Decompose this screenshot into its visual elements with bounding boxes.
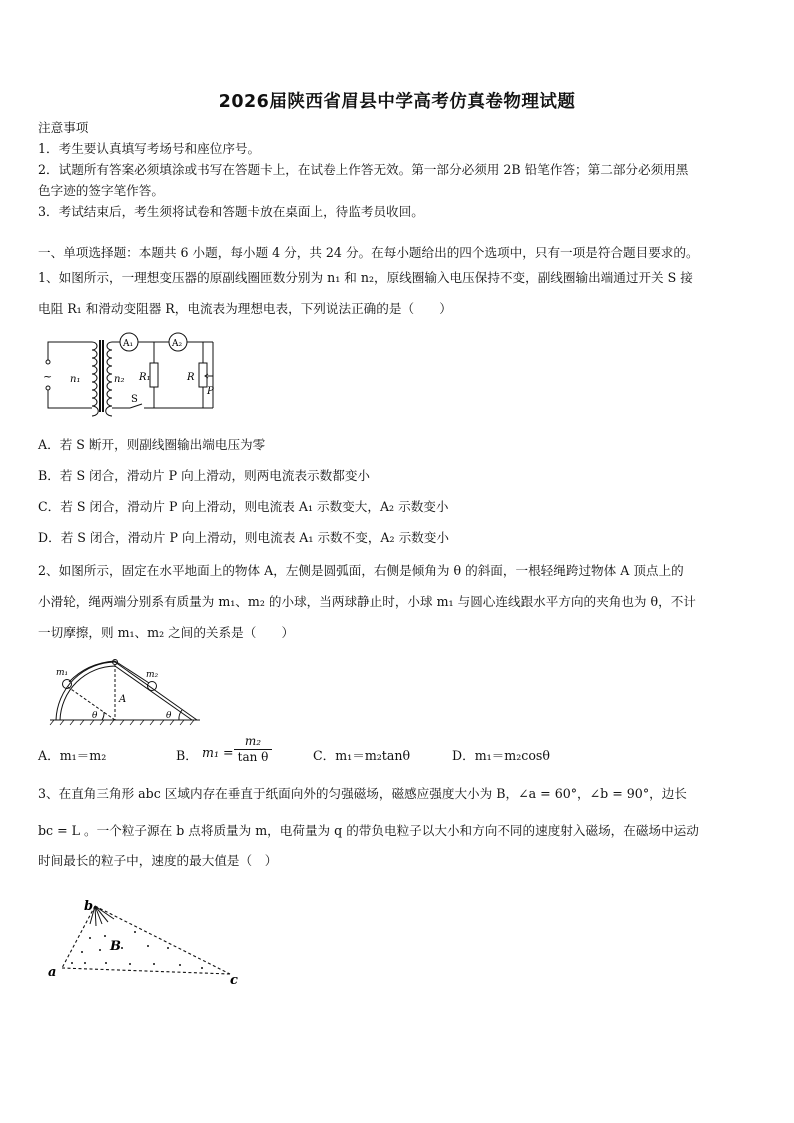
vertex-a-label: a: [48, 965, 57, 980]
vertex-c-label: c: [230, 973, 238, 988]
ac-source-symbol: ~: [43, 370, 53, 383]
transformer-circuit-figure: [38, 330, 223, 420]
question-3-line-1: 3、在直角三角形 abc 区域内存在垂直于纸面向外的匀强磁场，磁感应强度大小为 B，∠a = 60°，∠b = 90°，边长: [38, 786, 687, 801]
primary-turns-label: n₁: [70, 374, 81, 385]
question-2-option-b-fraction: [234, 734, 272, 765]
question-2-line-3: 一切摩擦，则 m₁、m₂ 之间的关系是（ ）: [38, 625, 295, 640]
question-2-option-c: C．m₁＝m₂tanθ: [313, 748, 411, 763]
question-1-line-2: 电阻 R₁ 和滑动变阻器 R，电流表为理想电表，下列说法正确的是（ ）: [38, 301, 452, 316]
question-2-option-d: D．m₁＝m₂cosθ: [452, 748, 550, 763]
notice-item-1: 1．考生要认真填写考场号和座位序号。: [38, 141, 261, 156]
question-2-line-2: 小滑轮，绳两端分别系有质量为 m₁、m₂ 的小球，当两球静止时，小球 m₁ 与圆心连线跟水平方向的夹角也为 θ，不计: [38, 594, 696, 609]
fraction-numerator: m₂: [244, 734, 262, 748]
magnetic-field-triangle-figure: [40, 892, 250, 992]
question-2-option-a: A．m₁＝m₂: [38, 748, 107, 763]
fraction-denominator: tan θ: [234, 749, 272, 765]
theta-right-label: θ: [166, 711, 172, 721]
magnetic-field-label: B: [110, 939, 121, 954]
page-title: 2026届陕西省眉县中学高考仿真卷物理试题: [218, 92, 576, 112]
slider-p-label: P: [207, 386, 214, 397]
ammeter-a1-label: A₁: [123, 339, 134, 349]
question-2-line-1: 2、如图所示，固定在水平地面上的物体 A，左侧是圆弧面，右侧是倾角为 θ 的斜面，一根轻绳跨过物体 A 顶点上的: [38, 563, 684, 578]
rheostat-r-label: R: [187, 372, 195, 383]
notice-item-2: 2．试题所有答案必须填涂或书写在答题卡上，在试卷上作答无效。第一部分必须用 2B 铅笔作答；第二部分必须用黑: [38, 162, 689, 177]
body-a-label: A: [119, 694, 127, 705]
section-heading: 一、单项选择题：本题共 6 小题，每小题 4 分，共 24 分。在每小题给出的四个选项中，只有一项是符合题目要求的。: [38, 245, 699, 260]
question-2-option-b-lhs: m₁ =: [202, 745, 234, 760]
question-1-line-1: 1、如图所示，一理想变压器的原副线圈匝数分别为 n₁ 和 n₂，原线圈输入电压保持不变，副线圈输出端通过开关 S 接: [38, 270, 693, 285]
arc-incline-figure: [42, 655, 202, 727]
notice-heading: 注意事项: [38, 120, 89, 135]
theta-left-label: θ: [92, 711, 98, 721]
notice-item-3: 3．考试结束后，考生须将试卷和答题卡放在桌面上，待监考员收回。: [38, 204, 424, 219]
mass-m2-label: m₂: [146, 670, 159, 680]
question-1-option-b: B．若 S 闭合，滑动片 P 向上滑动，则两电流表示数都变小: [38, 468, 371, 483]
question-3-line-3: 时间最长的粒子中，速度的最大值是（ ）: [38, 853, 278, 868]
mass-m1-label: m₁: [56, 668, 69, 678]
vertex-b-label: b: [84, 899, 94, 914]
question-2-option-b-prefix: B．: [176, 748, 198, 763]
resistor-r1-label: R₁: [139, 372, 151, 383]
question-1-option-a: A．若 S 断开，则副线圈输出端电压为零: [38, 437, 266, 452]
secondary-turns-label: n₂: [114, 374, 125, 385]
switch-s-label: S: [131, 394, 138, 405]
question-1-option-d: D．若 S 闭合，滑动片 P 向上滑动，则电流表 A₁ 示数不变，A₂ 示数变小: [38, 530, 449, 545]
question-1-option-c: C．若 S 闭合，滑动片 P 向上滑动，则电流表 A₁ 示数变大，A₂ 示数变小: [38, 499, 449, 514]
notice-item-2-cont: 色字迹的签字笔作答。: [38, 183, 164, 198]
ammeter-a2-label: A₂: [172, 339, 183, 349]
question-3-line-2: bc = L 。一个粒子源在 b 点将质量为 m，电荷量为 q 的带负电粒子以大小和方向不同的速度射入磁场，在磁场中运动: [38, 823, 699, 838]
